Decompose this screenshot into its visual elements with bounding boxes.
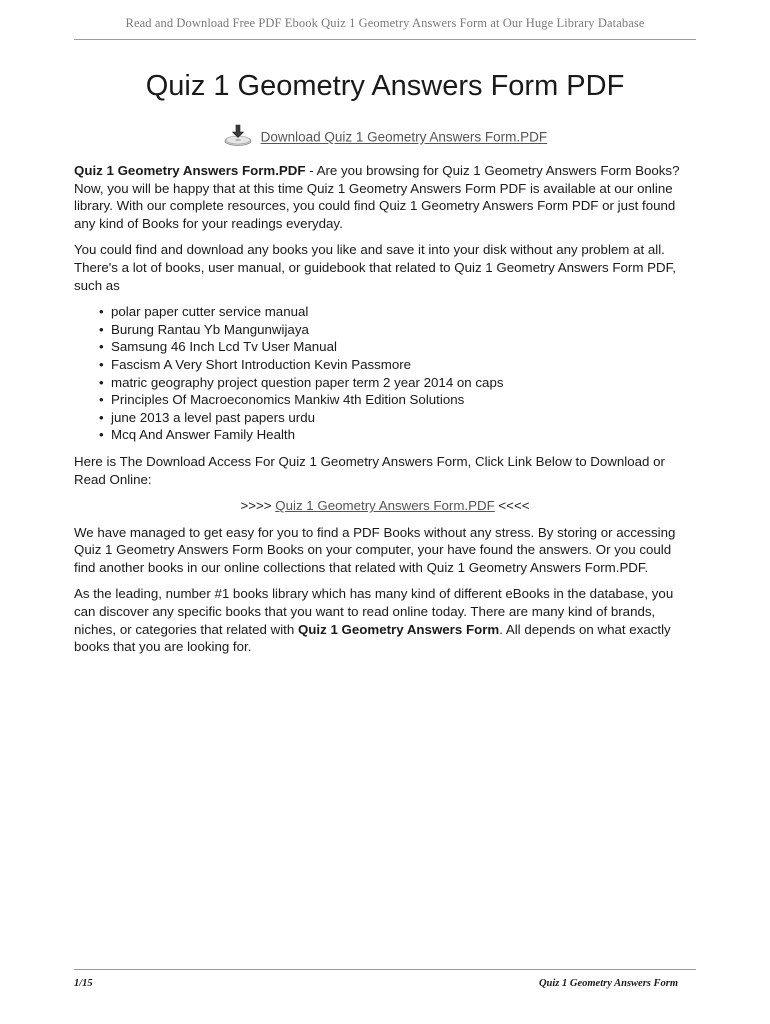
footer-divider [74,969,696,970]
paragraph-4: We have managed to get easy for you to find a PDF Books without any stress. By storing or accessing Quiz 1 Geometry Answers Form Books on your computer, your have found the answers. Or you could find another books in our online collections that related with Quiz 1 Geometry Answers Form.PDF. [74,524,676,575]
link-suffix: <<<< [494,498,530,514]
page-title: Quiz 1 Geometry Answers Form PDF [145,70,625,102]
list-item: • Mcq And Answer Family Health [111,426,696,444]
para5-text-after: . All depends on what exactly books that you are looking for. [74,621,671,655]
intro-text: - Are you browsing for Quiz 1 Geometry Answers Form Books? Now, you will be happy that at this time Quiz 1 Geometry Answers Form PDF is available at our online library. With our complete resources, you could find Quiz 1 Geometry Answers Form PDF or just found any kind of Books for your readings everyday. [74,163,680,231]
para5-text-before: As the leading, number #1 books library which has many kind of different eBooks in the database, you can discover any specific books that you want to read online today. There are many kind of brands, niches, or categories that related with [74,586,674,637]
link-prefix: >>>> [240,498,276,514]
download-link[interactable]: Download Quiz 1 Geometry Answers Form.PDF [260,129,548,145]
footer-title: Quiz 1 Geometry Answers Form [538,978,678,989]
running-header: Read and Download Free PDF Ebook Quiz 1 Geometry Answers Form at Our Huge Library Database [125,16,645,30]
header-divider [74,39,696,40]
paragraph-3: Here is The Download Access For Quiz 1 Geometry Answers Form, Click Link Below to Download or Read Online: [74,453,665,487]
page-number: 1/15 [74,978,93,989]
center-download-link[interactable]: Quiz 1 Geometry Answers Form.PDF [275,498,495,514]
list-item: • Fascism A Very Short Introduction Kevin Passmore [111,356,696,374]
list-item: • Burung Rantau Yb Mangunwijaya [111,321,696,339]
intro-paragraph [74,162,696,232]
list-item: • Principles Of Macroeconomics Mankiw 4th Edition Solutions [111,391,696,409]
center-download-row [74,497,696,515]
download-row [0,125,770,149]
download-disk-icon[interactable] [223,123,253,147]
para5-bold: Quiz 1 Geometry Answers Form [297,621,500,637]
document-body [74,162,696,665]
intro-bold-lead: Quiz 1 Geometry Answers Form.PDF [74,163,306,178]
book-list [74,303,696,444]
paragraph-5 [74,585,696,655]
list-item: • june 2013 a level past papers urdu [111,409,696,427]
list-item: • matric geography project question paper term 2 year 2014 on caps [111,374,696,392]
list-item: • Samsung 46 Inch Lcd Tv User Manual [111,338,696,356]
list-item: • polar paper cutter service manual [111,303,696,321]
paragraph-2: You could find and download any books you like and save it into your disk without any problem at all. There's a lot of books, user manual, or guidebook that related to Quiz 1 Geometry Answers Form PDF, such as [74,242,676,293]
